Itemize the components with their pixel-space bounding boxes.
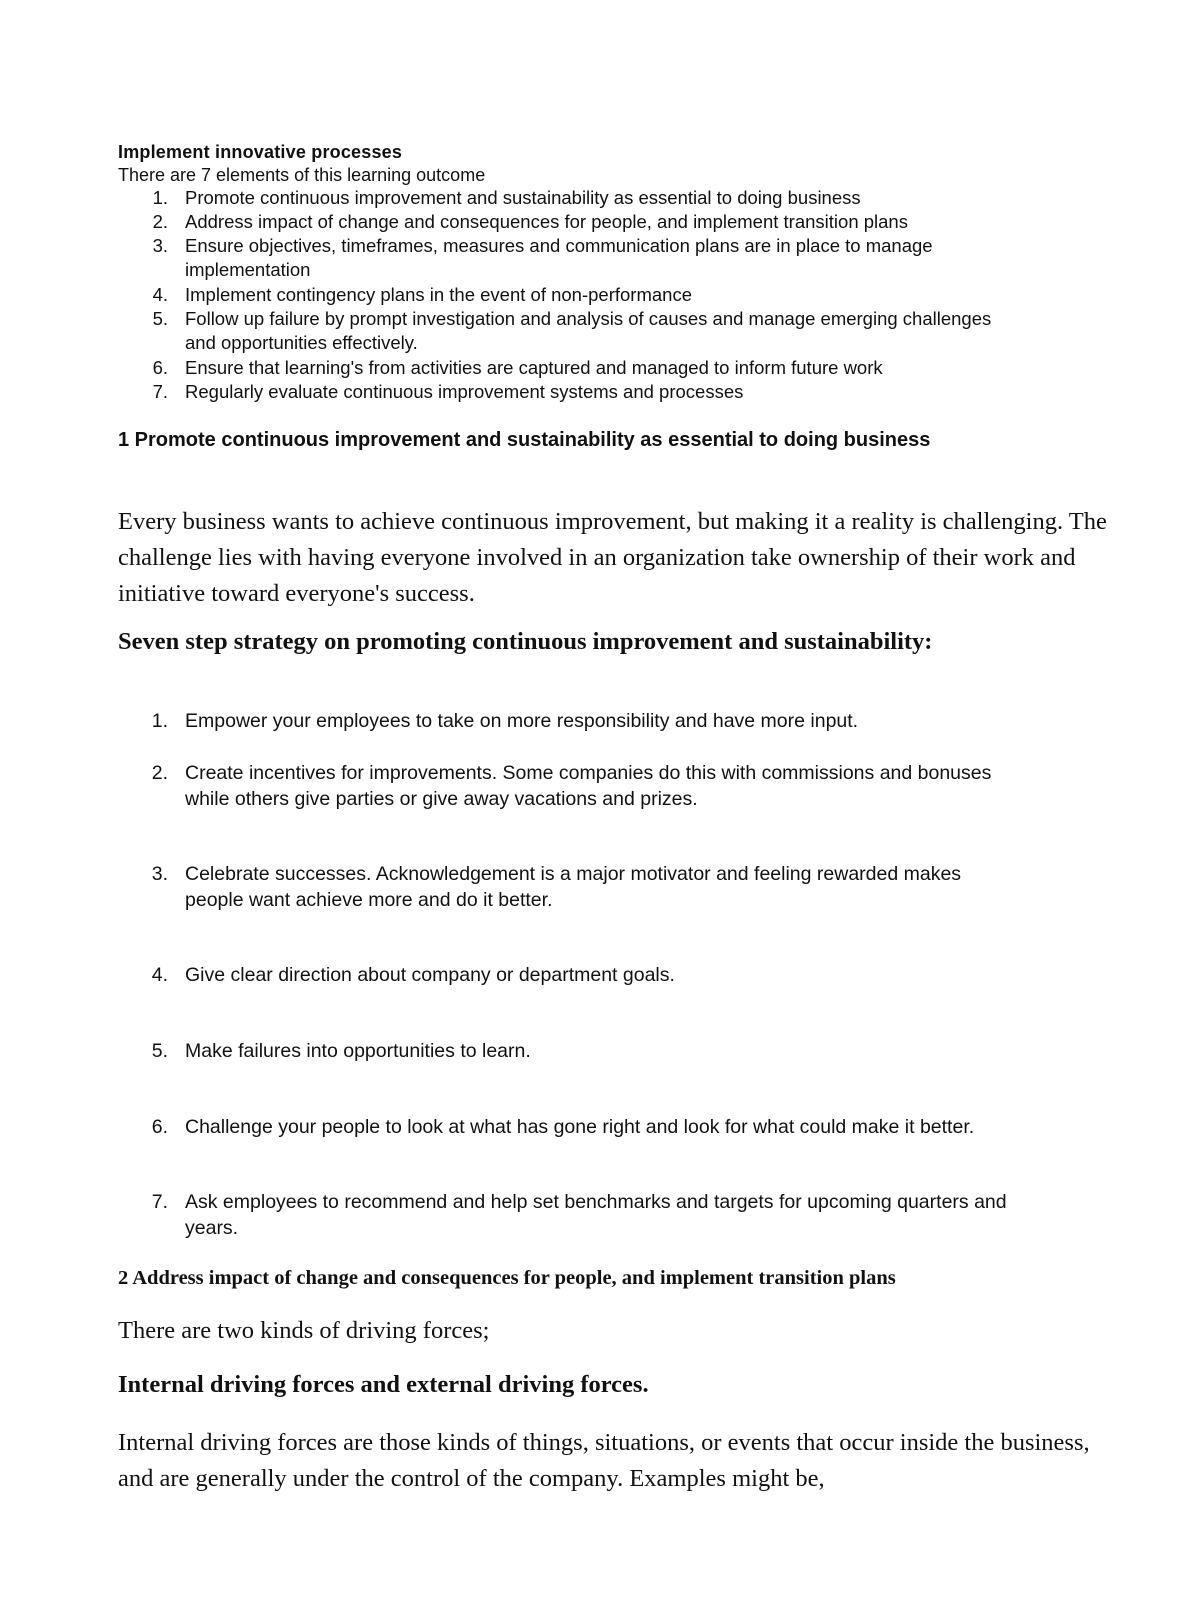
list-text: Ensure objectives, timeframes, measures and communication plans are in place to manage (185, 235, 933, 256)
driving-forces-kinds: Internal driving forces and external driving forces. (118, 1371, 649, 1398)
list-text: Address impact of change and consequences for people, and implement transition plans (185, 211, 908, 232)
list-number: 3. (151, 863, 168, 885)
internal-forces-paragraph: Internal driving forces are those kinds of things, situations, or events that occur inside the business, and are generally under the control of the company. Examples might be, (118, 1429, 1090, 1492)
list-number: 7. (152, 381, 168, 402)
list-text: Give clear direction about company or department goals. (185, 964, 675, 986)
list-text: Regularly evaluate continuous improvement systems and processes (185, 381, 744, 402)
list-number: 2. (151, 762, 168, 784)
list-text: Follow up failure by prompt investigation and analysis of causes and manage emerging challenges (185, 308, 992, 329)
section-2-heading: 2 Address impact of change and consequences for people, and implement transition plans (118, 1267, 896, 1289)
list-text-continued: people want achieve more and do it better. (185, 889, 553, 911)
section-1-heading: 1 Promote continuous improvement and sustainability as essential to doing business (118, 429, 931, 451)
list-text: Ask employees to recommend and help set benchmarks and targets for upcoming quarters and (185, 1191, 1007, 1213)
list-text: Challenge your people to look at what has gone right and look for what could make it better. (185, 1116, 975, 1138)
list-number: 1. (151, 710, 168, 732)
list-number: 1. (152, 187, 168, 208)
list-text: Implement contingency plans in the event of non-performance (185, 284, 692, 305)
list-number: 6. (152, 357, 168, 378)
list-number: 4. (151, 964, 168, 986)
list-number: 5. (152, 308, 168, 329)
section-1-paragraph: Every business wants to achieve continuous improvement, but making it a reality is challenging. The challenge lies with having everyone involved in an organization take ownership of their work and initiative toward everyone's success. (118, 508, 1107, 607)
list-text: Make failures into opportunities to learn. (185, 1040, 531, 1062)
list-text-continued: implementation (185, 259, 311, 280)
list-text-continued: and opportunities effectively. (185, 332, 418, 353)
list-number: 5. (151, 1040, 168, 1062)
list-text-continued: years. (185, 1217, 239, 1239)
list-text: Promote continuous improvement and sustainability as essential to doing business (185, 187, 861, 208)
list-text: Empower your employees to take on more responsibility and have more input. (185, 710, 859, 732)
list-text: Celebrate successes. Acknowledgement is a major motivator and feeling rewarded makes (185, 863, 962, 885)
list-number: 2. (152, 211, 168, 232)
list-number: 4. (152, 284, 168, 305)
document-title: Implement innovative processes (118, 142, 403, 162)
list-text-continued: while others give parties or give away vacations and prizes. (185, 788, 698, 810)
list-text: Create incentives for improvements. Some companies do this with commissions and bonuses (185, 762, 992, 784)
driving-forces-intro: There are two kinds of driving forces; (118, 1317, 490, 1344)
list-text: Ensure that learning's from activities are captured and managed to inform future work (185, 357, 883, 378)
list-number: 3. (152, 235, 168, 256)
strategy-heading: Seven step strategy on promoting continuous improvement and sustainability: (118, 628, 933, 655)
list-number: 7. (151, 1191, 168, 1213)
list-number: 6. (151, 1116, 168, 1138)
intro-text: There are 7 elements of this learning outcome (118, 165, 486, 185)
